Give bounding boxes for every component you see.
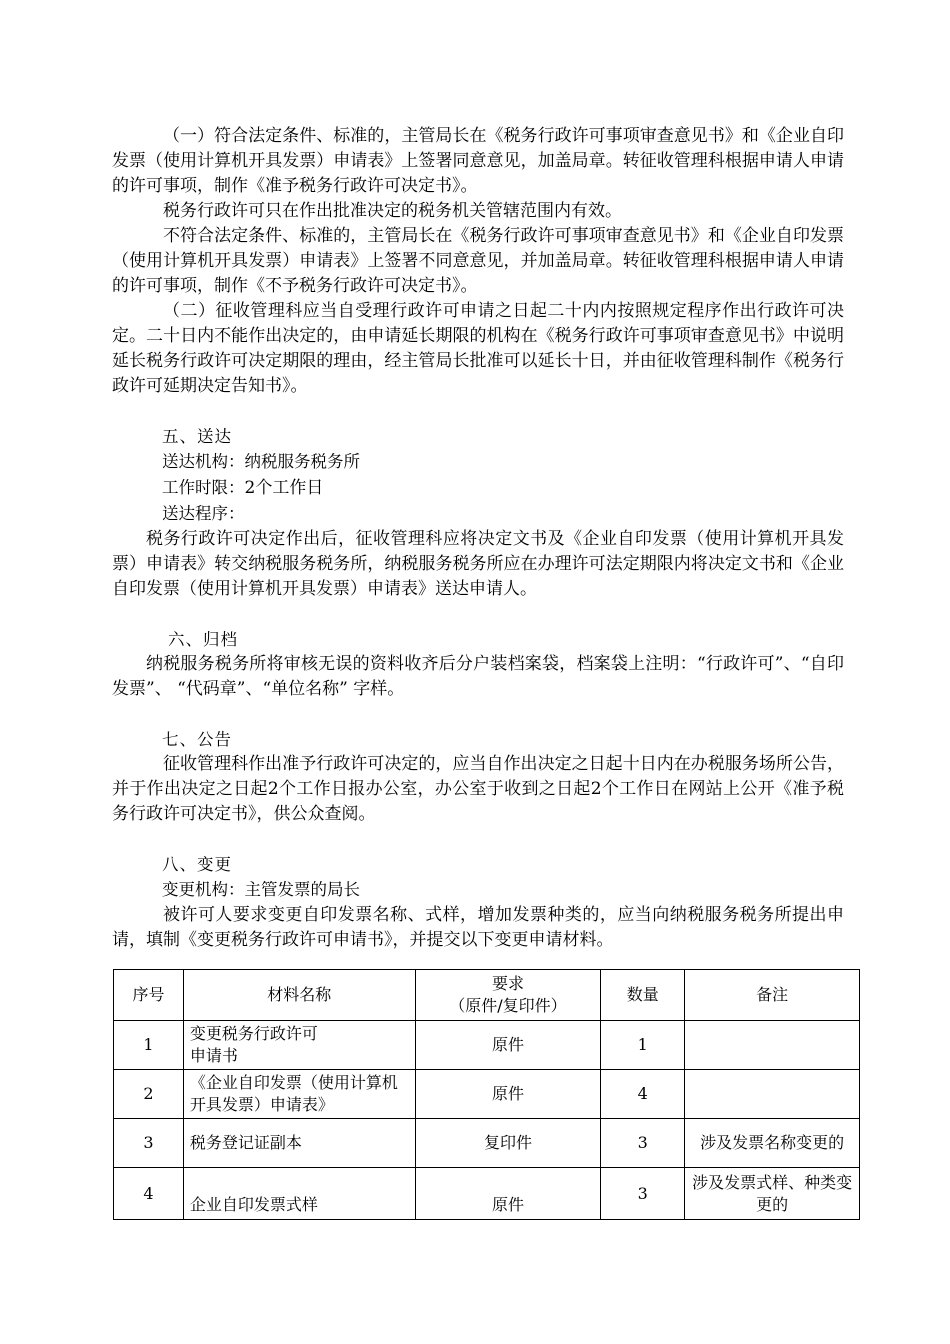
announcement-text: 征收管理科作出准予行政许可决定的，应当自作出决定之日起十日内在办税服务场所公告，并于作出决定之日起2个工作日报办公室，办公室于收到之日起2个工作日在网站上公开《准予税务行政许可决定书》，供公众查阅。 bbox=[112, 754, 844, 824]
delivery-org-label: 送达机构：纳税服务税务所 bbox=[162, 452, 360, 471]
section-heading-change: 八、变更 bbox=[162, 855, 232, 874]
cell-quantity: 4 bbox=[601, 1070, 685, 1119]
cell-name: 变更税务行政许可 申请书 bbox=[183, 1021, 415, 1070]
delivery-time bbox=[112, 475, 844, 501]
paragraph-approval: （一）符合法定条件、标准的，主管局长在《税务行政许可事项审查意见书》和《企业自印发票（使用计算机开具发票）申请表》上签署同意意见，加盖局章。转征收管理科根据申请人申请的许可事项，制作《准予税务行政许可决定书》。 bbox=[112, 126, 844, 196]
cell-note: 涉及发票名称变更的 bbox=[685, 1119, 860, 1168]
spacer bbox=[112, 399, 844, 424]
cell-requirement: 原件 bbox=[415, 1070, 601, 1119]
materials-table bbox=[113, 969, 860, 1220]
cell-no: 1 bbox=[114, 1021, 184, 1070]
change-org-label: 变更机构：主管发票的局长 bbox=[162, 880, 360, 899]
table-row bbox=[114, 1070, 860, 1119]
cell-name: 《企业自印发票（使用计算机开具发票）申请表》 bbox=[183, 1070, 415, 1119]
section-heading-delivery: 五、送达 bbox=[162, 427, 232, 446]
cell-quantity: 3 bbox=[601, 1168, 685, 1220]
section-heading-archive: 六、归档 bbox=[168, 630, 238, 649]
cell-name: 企业自印发票式样 bbox=[183, 1168, 415, 1220]
delivery-procedure bbox=[112, 501, 844, 527]
table-row bbox=[114, 1021, 860, 1070]
header-note: 备注 bbox=[685, 970, 860, 1021]
paragraph-rejection: 不符合法定条件、标准的，主管局长在《税务行政许可事项审查意见书》和《企业自印发票（使用计算机开具发票）申请表》上签署不同意意见，并加盖局章。转征收管理科根据申请人申请的许可事项，制作《不予税务行政许可决定书》。 bbox=[112, 226, 844, 296]
cell-no: 2 bbox=[114, 1070, 184, 1119]
delivery-text: 税务行政许可决定作出后，征收管理科应将决定文书及《企业自印发票（使用计算机开具发票）申请表》转交纳税服务税务所，纳税服务税务所应在办理许可法定期限内将决定文书和《企业自印发票（使用计算机开具发票）申请表》送达申请人。 bbox=[112, 529, 844, 599]
table-row bbox=[114, 1119, 860, 1168]
cell-quantity: 3 bbox=[601, 1119, 685, 1168]
table-header-row bbox=[114, 970, 860, 1021]
delivery-procedure-label: 送达程序： bbox=[162, 504, 245, 523]
cell-note bbox=[685, 1021, 860, 1070]
cell-requirement: 原件 bbox=[415, 1168, 601, 1220]
document-body bbox=[112, 124, 844, 953]
paragraph-deadline: （二）征收管理科应当自受理行政许可申请之日起二十内内按照规定程序作出行政许可决定。二十日内不能作出决定的，由申请延长期限的机构在《税务行政许可事项审查意见书》中说明延长税务行政许可决定期限的理由，经主管局长批准可以延长十日，并由征收管理科制作《税务行政许可延期决定告知书》。 bbox=[112, 301, 844, 396]
cell-name: 税务登记证副本 bbox=[183, 1119, 415, 1168]
spacer bbox=[112, 827, 844, 852]
section-heading-announcement: 七、公告 bbox=[162, 730, 232, 749]
paragraph-scope: 税务行政许可只在作出批准决定的税务机关管辖范围内有效。 bbox=[163, 201, 622, 221]
archive-text: 纳税服务税务所将审核无误的资料收齐后分户装档案袋，档案袋上注明：“行政许可”、“自印发票”、 “代码章”、“单位名称” 字样。 bbox=[112, 654, 844, 699]
cell-requirement: 复印件 bbox=[415, 1119, 601, 1168]
header-quantity: 数量 bbox=[601, 970, 685, 1021]
cell-no: 3 bbox=[114, 1119, 184, 1168]
cell-no: 4 bbox=[114, 1168, 184, 1220]
header-requirement bbox=[415, 970, 601, 1021]
header-requirement-line2: （原件/复印件） bbox=[449, 996, 567, 1015]
header-requirement-line1: 要求 bbox=[491, 974, 524, 993]
delivery-time-value: 2个工作日 bbox=[244, 478, 324, 498]
delivery-time-label: 工作时限： bbox=[162, 478, 245, 497]
cell-requirement: 原件 bbox=[415, 1021, 601, 1070]
change-text: 被许可人要求变更自印发票名称、式样，增加发票种类的，应当向纳税服务税务所提出申请，填制《变更税务行政许可申请书》，并提交以下变更申请材料。 bbox=[112, 905, 844, 950]
spacer bbox=[112, 602, 844, 627]
table-row bbox=[114, 1168, 860, 1220]
delivery-org bbox=[112, 449, 844, 475]
header-no: 序号 bbox=[114, 970, 184, 1021]
spacer bbox=[112, 702, 844, 727]
cell-note: 涉及发票式样、种类变更的 bbox=[685, 1168, 860, 1220]
cell-note bbox=[685, 1070, 860, 1119]
cell-quantity: 1 bbox=[601, 1021, 685, 1070]
change-org bbox=[112, 877, 844, 903]
header-name: 材料名称 bbox=[183, 970, 415, 1021]
